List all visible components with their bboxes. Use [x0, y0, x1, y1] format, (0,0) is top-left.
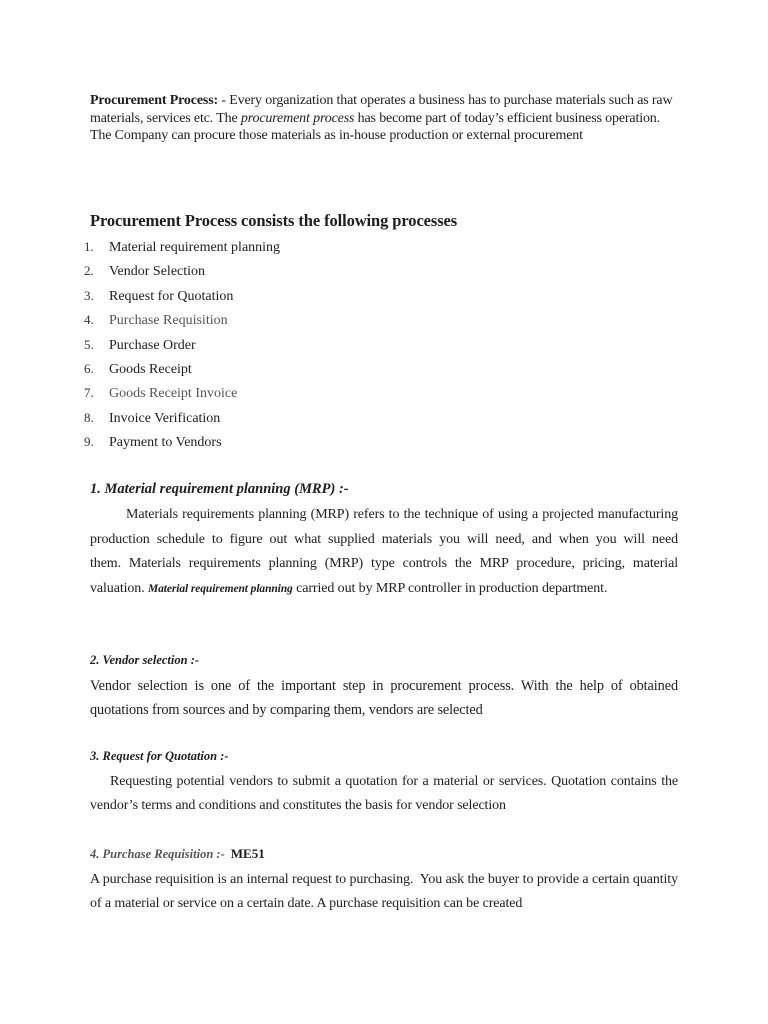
list-item — [84, 335, 280, 359]
intro-lead: Procurement Process — [90, 93, 214, 108]
list-item — [84, 432, 280, 456]
list-number: 1. — [84, 239, 94, 254]
mrp-paragraph — [90, 503, 678, 601]
list-item — [84, 383, 280, 407]
list-number: 5. — [84, 336, 94, 352]
list-number: 3. — [84, 287, 94, 303]
list-label: Purchase Requisition — [109, 313, 228, 329]
intro-text-b: has become part of today’s efficient business operation. The Company can procure those materials as in-house production or external procurement — [90, 110, 661, 143]
list-number: 2. — [84, 263, 94, 279]
pr-tcode: ME51 — [230, 846, 265, 861]
list-label: Request for Quotation — [109, 288, 234, 304]
list-item — [84, 359, 280, 383]
process-list — [84, 237, 280, 457]
pr-heading: 4. Purchase Requisition :- — [90, 847, 225, 861]
list-number: 7. — [84, 385, 94, 401]
vendor-paragraph: Vendor selection is one of the important step in procurement process. With the help of obtained quotations from sources and by comparing them, vendors are selected — [90, 678, 678, 718]
list-label: Vendor Selection — [109, 264, 206, 280]
mrp-emphasis: Material requirement planning — [148, 582, 293, 595]
list-number: 6. — [84, 360, 94, 376]
list-label: Purchase Order — [109, 337, 196, 353]
mrp-text-b: carried out by MRP controller in production department. — [292, 580, 608, 596]
list-item — [84, 408, 280, 432]
main-heading: Procurement Process consists the following processes — [90, 211, 458, 230]
list-number: 8. — [84, 409, 94, 425]
intro-paragraph — [90, 92, 678, 145]
list-label: Payment to Vendors — [109, 435, 222, 451]
list-label: Invoice Verification — [109, 410, 221, 426]
list-item — [84, 310, 280, 334]
rfq-heading: 3. Request for Quotation :- — [90, 749, 229, 763]
list-item — [84, 237, 280, 261]
list-item — [84, 261, 280, 285]
list-label: Material requirement planning — [109, 240, 281, 255]
pr-heading-line — [90, 846, 265, 862]
intro-italic: procurement process — [240, 110, 355, 126]
list-label: Goods Receipt — [109, 361, 192, 377]
list-item — [84, 286, 280, 310]
intro-text-a: - Every organization that operates a business has to purchase materials such as raw materials, services etc. The — [90, 93, 673, 126]
vendor-heading: 2. Vendor selection :- — [90, 653, 200, 667]
list-number: 9. — [84, 434, 94, 450]
pr-paragraph: A purchase requisition is an internal request to purchasing. You ask the buyer to provide a certain quantity of a material or service on a certain date. A purchase requisition can be created — [90, 872, 678, 911]
mrp-heading: 1. Material requirement planning (MRP) :- — [90, 481, 349, 497]
rfq-paragraph: Requesting potential vendors to submit a quotation for a material or services. Quotation contains the vendor’s terms and conditions and constitutes the basis for vendor selection — [90, 774, 678, 813]
list-label: Goods Receipt Invoice — [109, 386, 238, 402]
intro-colon: : — [213, 93, 219, 108]
list-number: 4. — [84, 312, 94, 328]
mrp-text-a: Materials requirements planning (MRP) refers to the technique of using a projected manufacturing production schedule to figure out what supplied materials you will need, and when you will need them. Materials requirements planning (MRP) type controls the MRP procedure, pricing, material valuation. — [90, 507, 678, 596]
